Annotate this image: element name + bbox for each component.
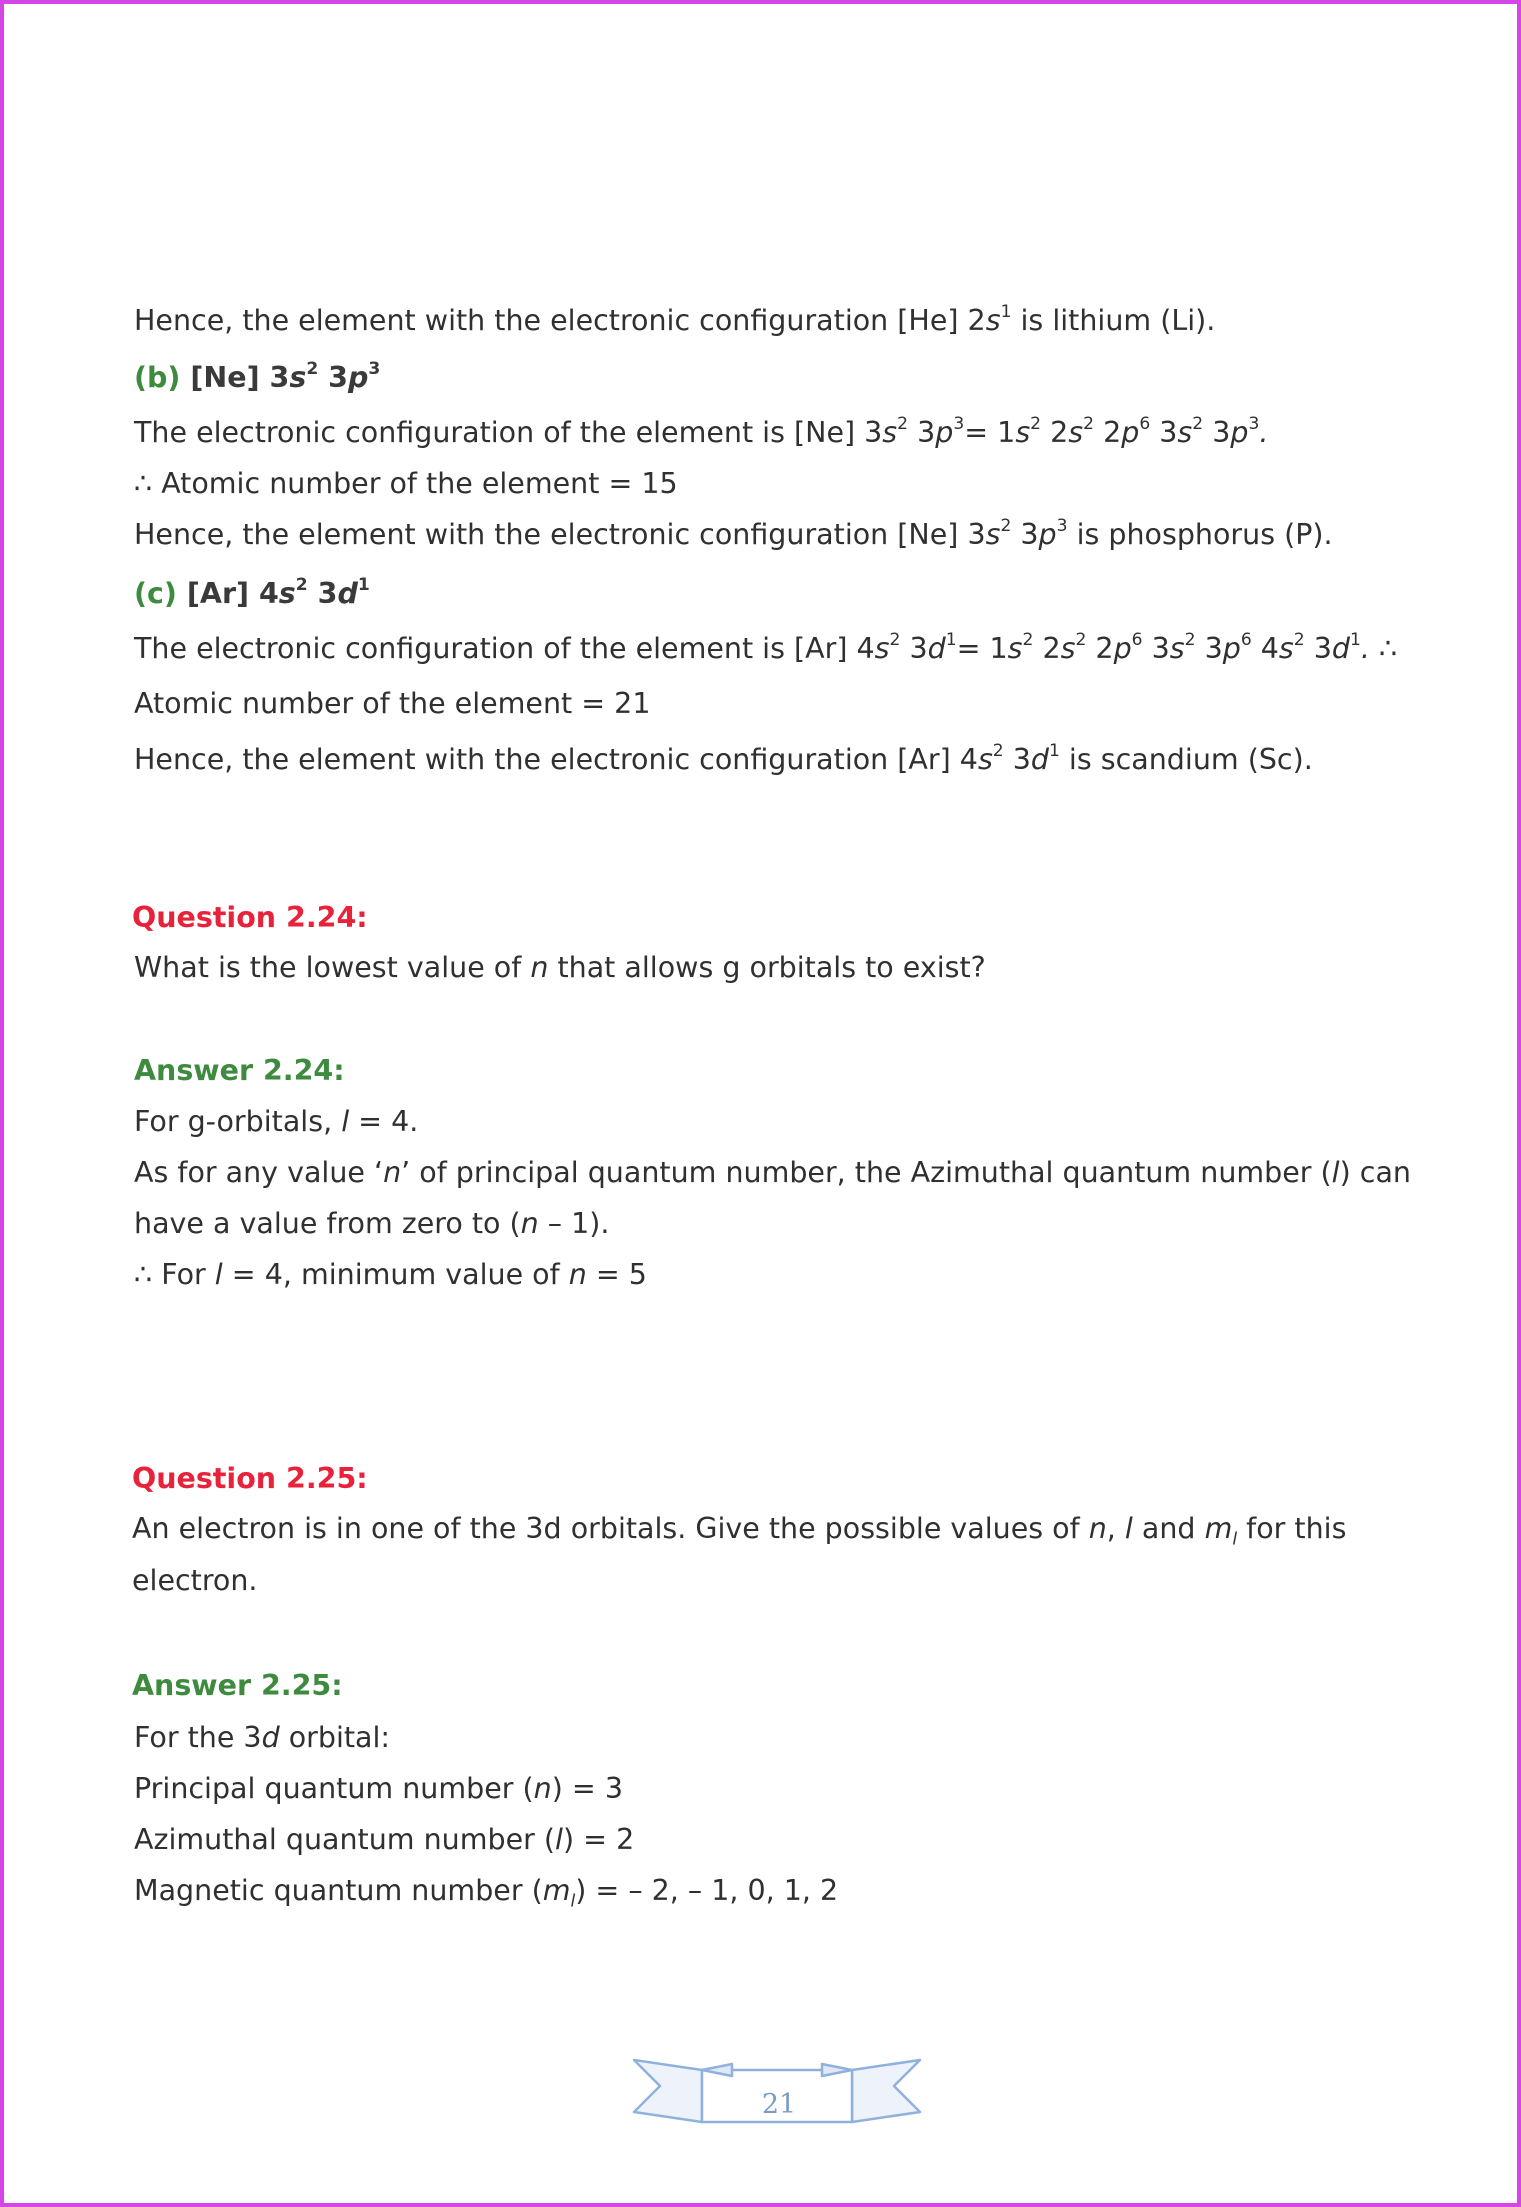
question-2-25-line-2: electron. — [132, 1564, 258, 1597]
answer-2-25-title: Answer 2.25: — [132, 1669, 343, 1702]
part-c-conclusion: Hence, the element with the electronic configuration [Ar] $4s^2$ $3d^1$ is scandium (Sc). — [134, 740, 1313, 776]
answer-2-25-line-1: For the 3d orbital: — [134, 1721, 391, 1754]
answer-2-25-line-3: Azimuthal quantum number (l) = 2 — [134, 1823, 635, 1856]
question-2-25-line-1: An electron is in one of the 3d orbitals. Give the possible values of n, l and $m_l$ for this — [132, 1512, 1347, 1550]
part-b-heading: (b) [Ne] $3s^2$ $3p^3$ — [134, 358, 381, 394]
prev-conclusion: Hence, the element with the electronic configuration [He] $2s^1$ is lithium (Li). — [134, 301, 1216, 337]
question-2-24-text: What is the lowest value of n that allows g orbitals to exist? — [134, 951, 986, 984]
answer-2-25-line-4: Magnetic quantum number $(m_l)$ = – 2, – 1, 0, 1, 2 — [134, 1874, 839, 1912]
answer-2-24-line-3: have a value from zero to (n – 1). — [134, 1207, 610, 1240]
answer-2-25-line-2: Principal quantum number (n) = 3 — [134, 1772, 623, 1805]
answer-2-24-line-4: ∴ For l = 4, minimum value of n = 5 — [134, 1258, 647, 1291]
part-c-atomic-number: Atomic number of the element = 21 — [134, 687, 651, 720]
question-2-24-title: Question 2.24: — [132, 901, 368, 934]
part-b-atomic-number: ∴ Atomic number of the element = 15 — [134, 467, 678, 500]
part-c-config-line: The electronic configuration of the element is [Ar] $4s^2$ $3d^1= 1s^2$ $2s^2$ $2p^6$ $3s^2$ $3p^6$ $4s^2$ $3d^1$. ∴ — [134, 629, 1398, 665]
question-2-25-title: Question 2.25: — [132, 1462, 368, 1495]
answer-2-24-line-2: As for any value ‘n’ of principal quantum number, the Azimuthal quantum number (l) can — [134, 1156, 1411, 1189]
page-number: 21 — [761, 2089, 797, 2120]
part-c-heading: (c) [Ar] $4s^2$ $3d^1$ — [134, 574, 370, 610]
answer-2-24-line-1: For g-orbitals, l = 4. — [134, 1105, 419, 1138]
part-b-config-line: The electronic configuration of the element is [Ne] $3s^2$ $3p^3= 1s^2$ $2s^2$ $2p^6$ $3s^2$ $3p^3$. — [134, 413, 1269, 449]
part-b-conclusion: Hence, the element with the electronic configuration [Ne] $3s^2$ $3p^3$ is phosphorus (P). — [134, 515, 1333, 551]
answer-2-24-title: Answer 2.24: — [134, 1054, 345, 1087]
